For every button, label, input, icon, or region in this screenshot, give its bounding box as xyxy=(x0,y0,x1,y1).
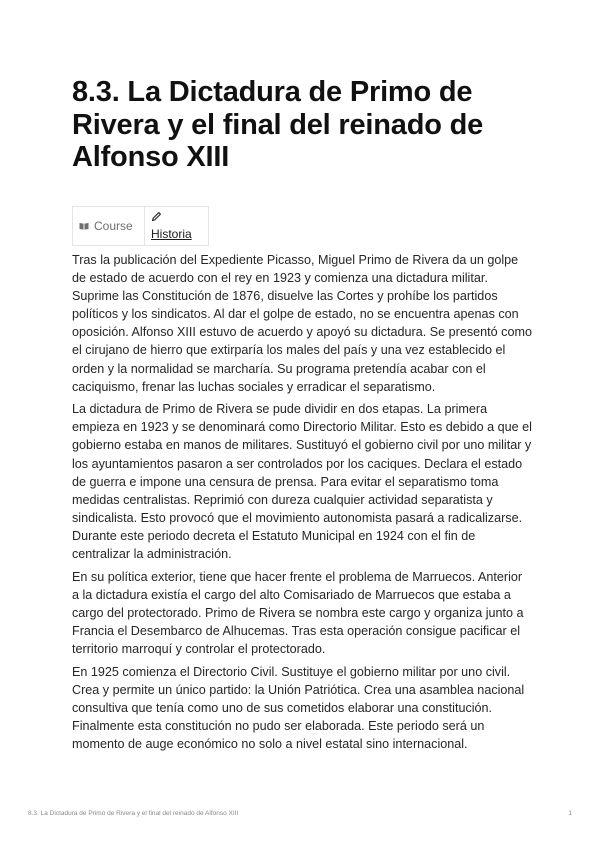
paragraph: En 1925 comienza el Directorio Civil. Sustituye el gobierno militar por uno civil. Crea y permite un único partido: la Unión Patriótica. Crea una asamblea nacional consultiva que tenía como uno de sus cometidos elaborar una constitución. Finalmente esta constitución no pudo ser elaborada. Este periodo será un momento de auge económico no solo a nivel estatal sino internacional. xyxy=(72,664,525,751)
page-footer xyxy=(28,810,572,817)
course-tag-link[interactable]: Historia xyxy=(151,227,192,241)
paragraph: Tras la publicación del Expediente Picasso, Miguel Primo de Rivera da un golpe de estado de acuerdo con el rey en 1923 y comienza una dictadura militar. Suprime las Constitución de 1876, disuelve las Cortes y prohíbe los partidos políticos y los sindicatos. Al dar el golpe de estado, no se encuentra apenas con oposición. Alfonso XIII estuvo de acuerdo y apoyó su dictadura. Se presentó como el cirujano de hierro que extirparía los males del país y una vez establecido el orden y la normalidad se marcharía. Su programa pretendía acabar con el caciquismo, frenar las luchas sociales y erradicar el separatismo. xyxy=(72,253,532,394)
paragraph: La dictadura de Primo de Rivera se pude dividir en dos etapas. La primera empieza en 1923 y se denominará como Directorio Militar. Esto es debido a que el gobierno estaba en manos de militares. Sustituyó el gobierno civil por uno militar y los ayuntamientos pasaron a ser controlados por los caciques. Declara el estado de guerra e impone una censura de prensa. Para evitar el separatismo toma medidas centralistas. Reprimió con dureza cualquier actividad separatista y sindicalista. Esto provocó que el movimiento autonomista pasará a radicalizarse. Durante este periodo decreta el Estatuto Municipal en 1924 con el fin de centralizar la administración. xyxy=(72,402,532,561)
properties-table xyxy=(72,206,209,246)
footer-title: 8.3. La Dictadura de Primo de Rivera y el final del reinado de Alfonso XIII xyxy=(28,810,239,817)
page-number: 1 xyxy=(568,810,572,817)
pencil-icon xyxy=(151,211,208,225)
property-key-course xyxy=(73,207,145,245)
property-key-label: Course xyxy=(94,219,133,233)
property-value-course xyxy=(145,207,208,245)
document-body xyxy=(72,251,532,758)
book-icon xyxy=(79,222,89,230)
paragraph: En su política exterior, tiene que hacer frente el problema de Marruecos. Anterior a la dictadura existía el cargo del alto Comisariado de Marruecos que estaba a cargo del protectorado. Primo de Rivera se nombra este cargo y organiza junto a Francia el Desembarco de Alhucemas. Tras esta operación consigue pacificar el territorio marroquí y controlar el protectorado. xyxy=(72,569,524,656)
page-title: 8.3. La Dictadura de Primo de Rivera y el final del reinado de Alfonso XIII xyxy=(72,76,484,173)
